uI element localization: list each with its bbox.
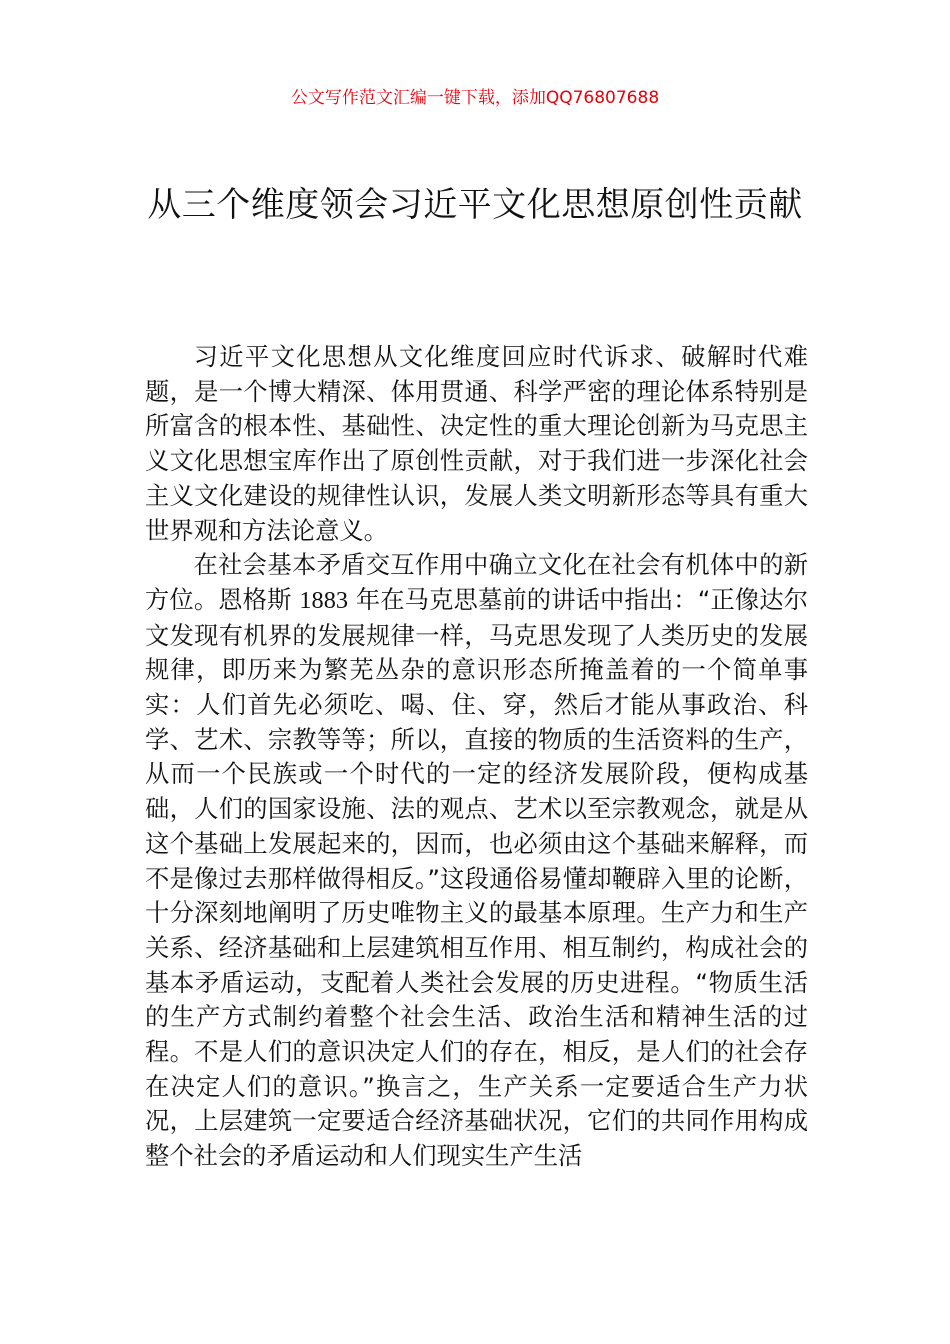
header-promo-line: 公文写作范文汇编一键下载，添加QQ76807688 <box>290 88 660 108</box>
paragraph-1: 习近平文化思想从文化维度回应时代诉求、破解时代难题，是一个博大精深、体用贯通、科学严密的理论体系特别是所富含的根本性、基础性、决定性的重大理论创新为马克思主义文化思想宝库作出了原创性贡献，对于我们进一步深化社会主义文化建设的规律性认识，发展人类文明新形态等具有重大世界观和方法论意义。 <box>145 342 808 545</box>
paragraph-2-year: 1883 <box>299 586 348 614</box>
document-title: 从三个维度领会习近平文化思想原创性贡献 <box>147 185 803 225</box>
paragraph-2-rest: 年在马克思墓前的讲话中指出：“正像达尔文发现有机界的发展规律一样，马克思发现了人类历史的发展规律，即历来为繁芜丛杂的意识形态所掩盖着的一个简单事实：人们首先必须吃、喝、住、穿，然后才能从事政治、科学、艺术、宗教等等；所以，直接的物质的生活资料的生产，从而一个民族或一个时代的一定的经济发展阶段，便构成基础，人们的国家设施、法的观点、艺术以至宗教观念，就是从这个基础上发展起来的，因而，也必须由这个基础来解释，而不是像过去那样做得相反。”这段通俗易懂却鞭辟入里的论断，十分深刻地阐明了历史唯物主义的最基本原理。生产力和生产关系、经济基础和上层建筑相互作用、相互制约，构成社会的基本矛盾运动，支配着人类社会发展的历史进程。“物质生活的生产方式制约着整个社会生活、政治生活和精神生活的过程。不是人们的意识决定人们的存在，相反，是人们的社会存在决定人们的意识。”换言之，生产关系一定要适合生产力状况，上层建筑一定要适合经济基础状况，它们的共同作用构成整个社会的矛盾运动和人们现实生产生活 <box>145 584 809 1171</box>
paragraph-2 <box>145 548 808 1174</box>
document-body <box>145 340 808 1174</box>
paragraph-2-intro: 在社会基本矛盾交互作用中确立文化在社会有机体中的新方位。恩格斯 <box>145 550 808 614</box>
